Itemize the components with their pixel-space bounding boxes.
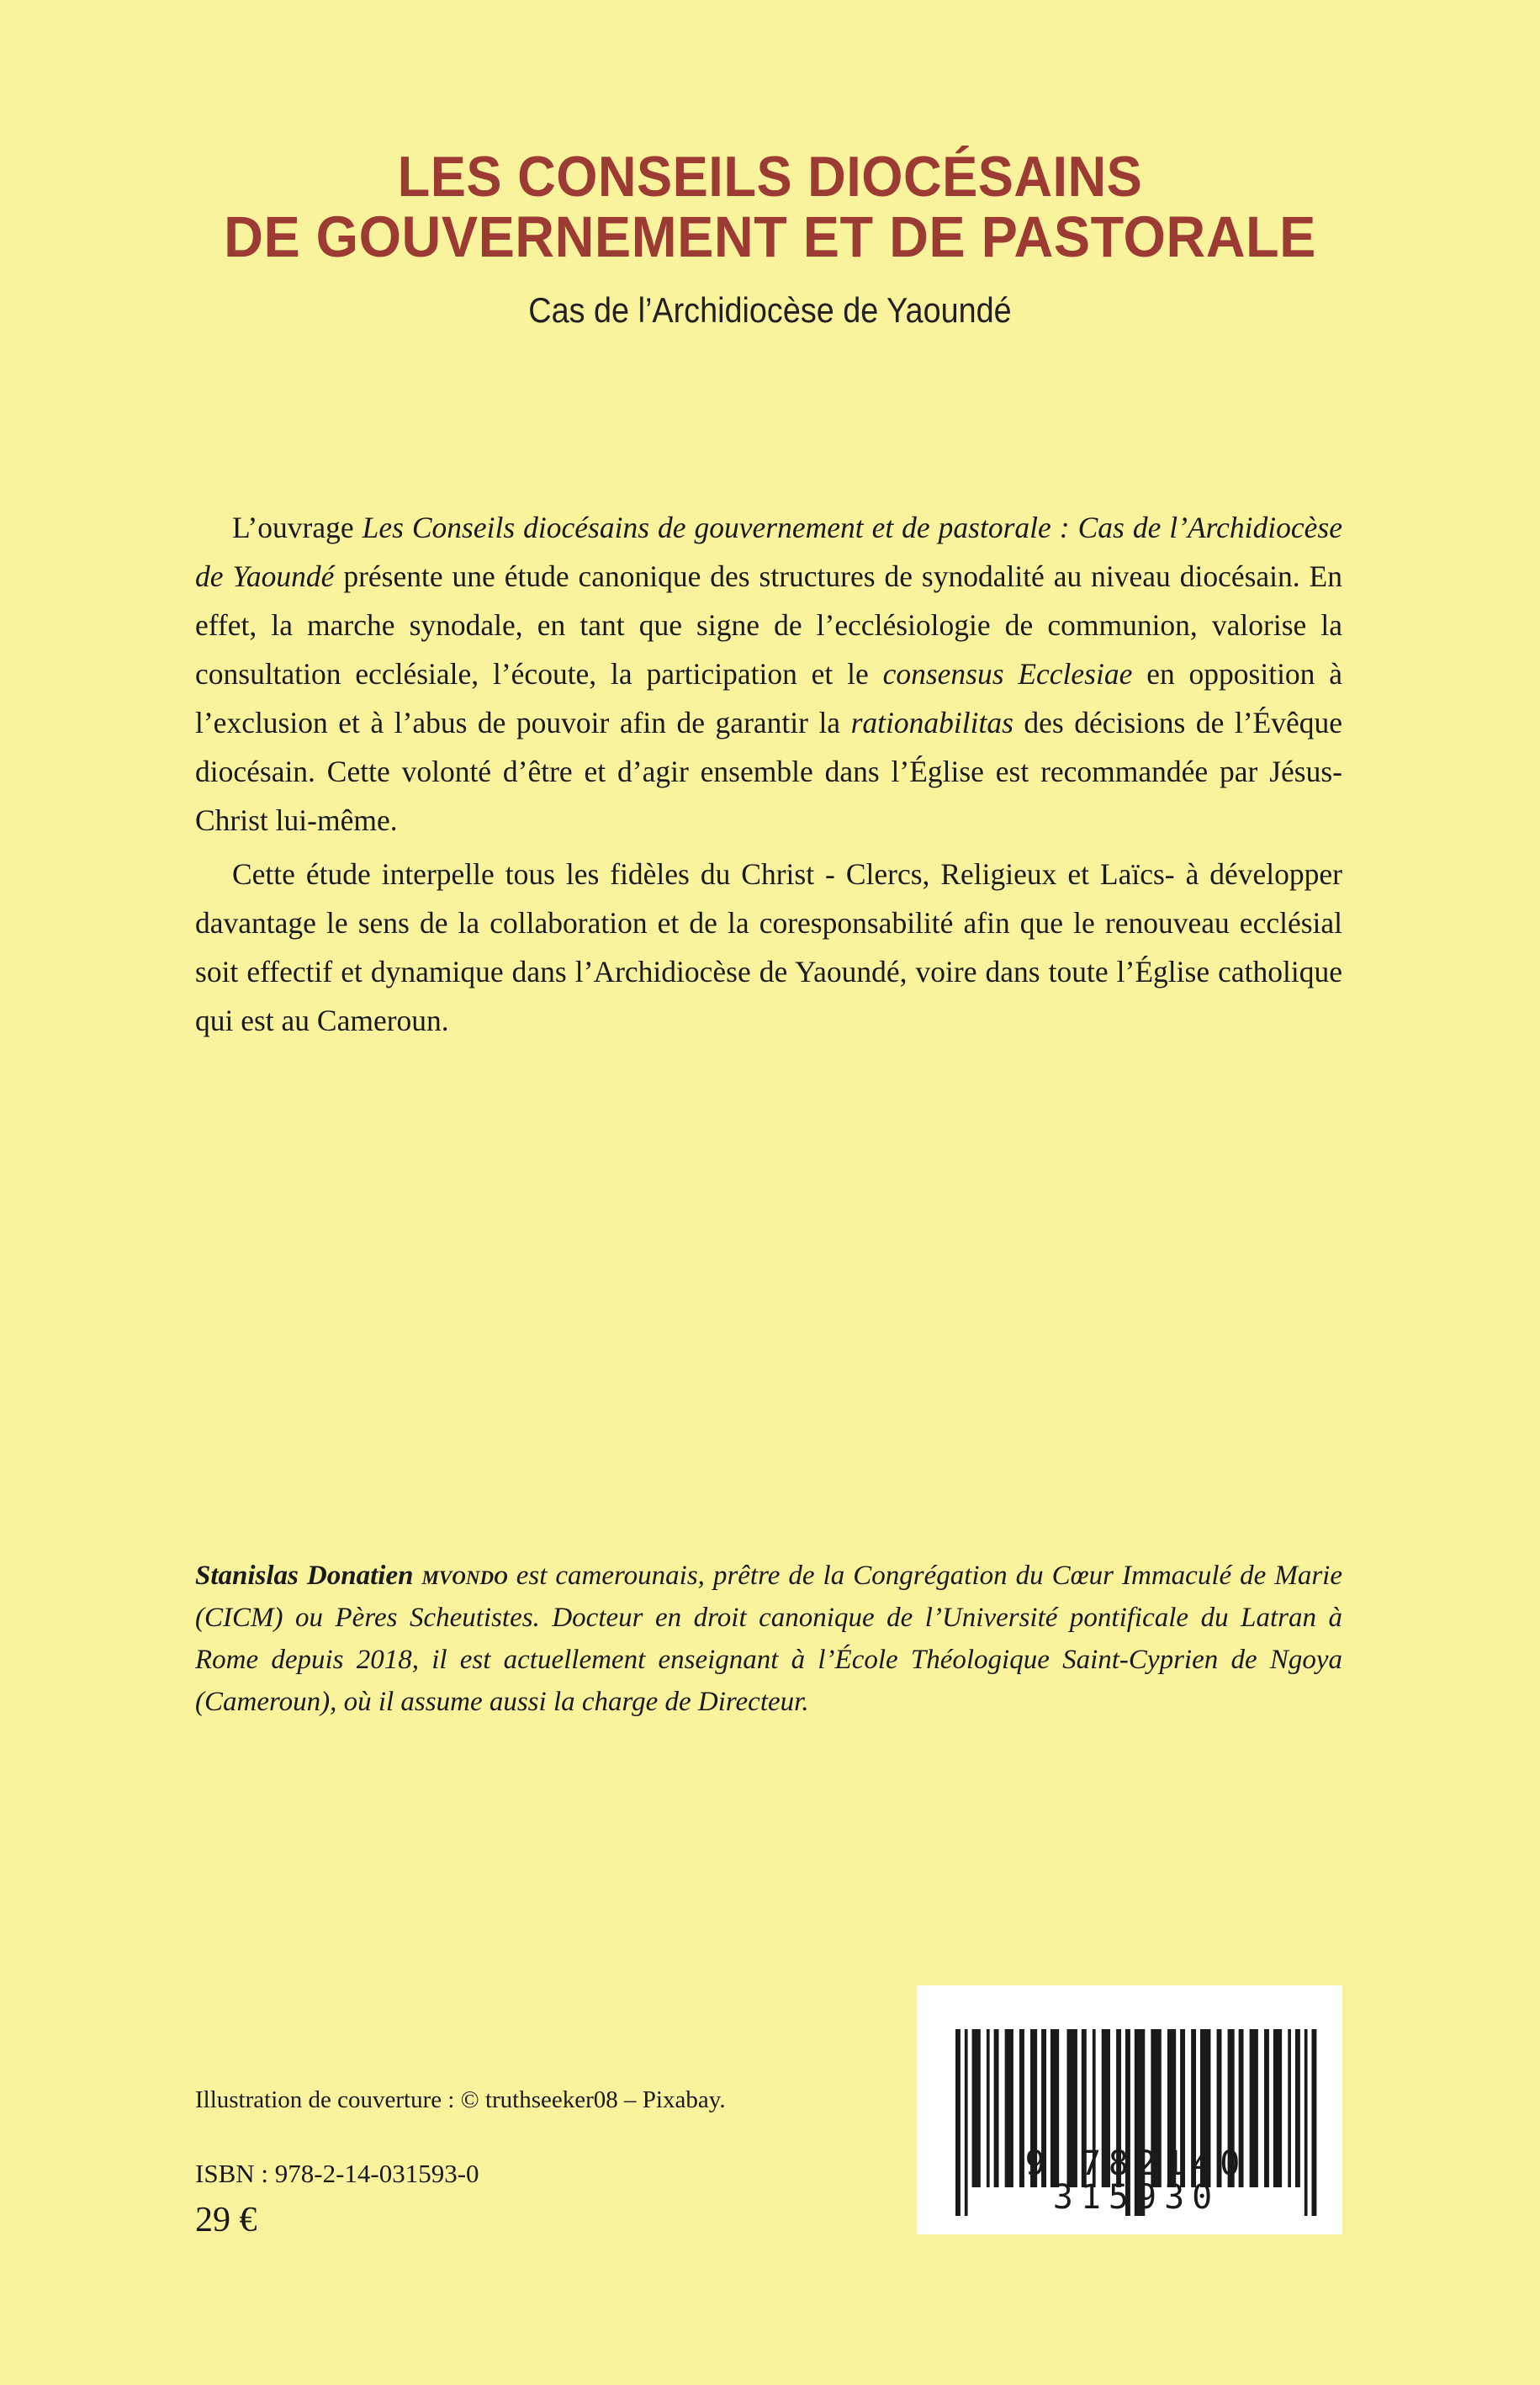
barcode-panel	[917, 1985, 1342, 2234]
blurb-p1-end: des décisions de l’Évêque diocésain. Cette volonté d’être et d’agir ensemble dans l’Église est recommandée par Jésus-Christ lui-même.	[195, 706, 1342, 837]
blurb-p1-latin-consensus: consensus Ecclesiae	[882, 657, 1133, 691]
blurb-p1-intro: L’ouvrage	[232, 511, 363, 544]
author-name-first: Stanislas Donatien	[195, 1561, 422, 1591]
book-subtitle: Cas de l’Archidiocèse de Yaoundé	[528, 290, 1012, 331]
title-block	[0, 147, 1540, 331]
blurb-text	[195, 503, 1342, 1045]
barcode-digits: 9 782140 315930	[1024, 2144, 1248, 2217]
author-bio-body: est camerounais, prêtre de la Congrégation du Cœur Immaculé de Marie (CICM) ou Pères Scheutistes. Docteur en droit canonique de l’Université pontificale du Latran à Rome depuis 2018, il est actuellement enseignant à l’École Théologique Saint-Cyprien de Ngoya (Cameroun), où il assume aussi la charge de Directeur.	[195, 1561, 1342, 1717]
blurb-p1-booktitle: Les Conseils diocésains de gouvernement et de pastorale : Cas de l’Archidiocèse de Yaoundé	[195, 511, 1342, 593]
blurb-paragraph-2: Cette étude interpelle tous les fidèles du Christ - Clercs, Religieux et Laïcs- à développer davantage le sens de la collaboration et de la coresponsabilité afin que le renouveau ecclésial soit effectif et dynamique dans l’Archidiocèse de Yaoundé, voire dans toute l’Église catholique qui est au Cameroun.	[195, 857, 1342, 1037]
isbn-line: ISBN : 978-2-14-031593-0	[195, 2159, 479, 2188]
barcode-graphic	[955, 2029, 1317, 2216]
footer-block	[195, 2083, 726, 2241]
blurb-p1-latin-rationabilitas: rationabilitas	[850, 706, 1013, 739]
cover-credit: Illustration de couverture : © truthseeker08 – Pixabay.	[195, 2086, 726, 2113]
blurb-paragraph-1	[195, 503, 1342, 845]
blurb-p1-mid1: présente une étude canonique des structures de synodalité au niveau diocésain. En effet, la marche synodale, en tant que signe de l’ecclésiologie de communion, valorise la consultation ecclésiale, l’écoute, la participation et le	[195, 559, 1342, 691]
book-title-line-2: DE GOUVERNEMENT ET DE PASTORALE	[224, 204, 1316, 269]
price-line: 29 €	[195, 2201, 257, 2239]
author-bio	[195, 1555, 1342, 1723]
author-name-last: mvondo	[421, 1561, 508, 1591]
book-title-line-1: LES CONSEILS DIOCÉSAINS	[397, 145, 1143, 209]
author-bio-paragraph	[195, 1555, 1342, 1723]
blurb-p1-mid2: en opposition à l’exclusion et à l’abus de pouvoir afin de garantir la	[195, 657, 1343, 739]
